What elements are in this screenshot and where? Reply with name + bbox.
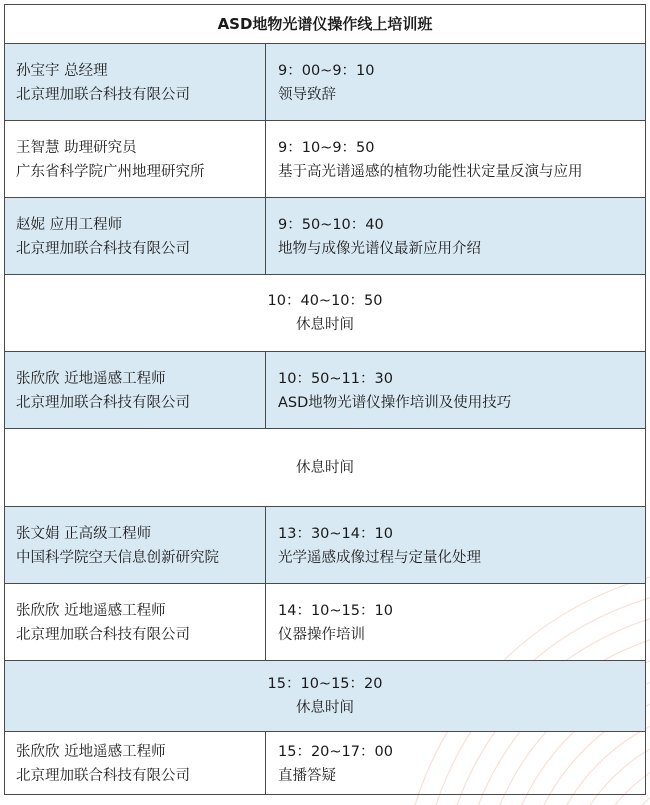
agenda-cell <box>266 44 646 121</box>
break-label: 休息时间 <box>296 459 354 476</box>
speaker-cell <box>5 507 266 584</box>
session-row <box>5 198 646 275</box>
session-topic: 光学遥感成像过程与定量化处理 <box>278 549 481 566</box>
speaker-cell <box>5 44 266 121</box>
break-cell <box>5 429 646 507</box>
agenda-cell <box>266 198 646 275</box>
speaker-name: 张欣欣 近地遥感工程师 <box>16 602 166 619</box>
break-row <box>5 429 646 507</box>
session-time: 14：10~15：10 <box>278 602 393 619</box>
break-cell <box>5 275 646 352</box>
session-time: 9：10~9：50 <box>278 139 375 156</box>
speaker-name: 张欣欣 近地遥感工程师 <box>16 370 166 387</box>
speaker-name: 孙宝宇 总经理 <box>16 62 108 79</box>
speaker-org: 北京理加联合科技有限公司 <box>16 240 190 257</box>
session-time: 13：30~14：10 <box>278 525 393 542</box>
session-topic: 仪器操作培训 <box>278 626 365 643</box>
speaker-cell <box>5 584 266 661</box>
speaker-org: 中国科学院空天信息创新研究院 <box>16 549 219 566</box>
session-time: 15：20~17：00 <box>278 743 393 760</box>
agenda-cell <box>266 352 646 429</box>
speaker-org: 北京理加联合科技有限公司 <box>16 394 190 411</box>
speaker-name: 赵妮 应用工程师 <box>16 216 123 233</box>
speaker-org: 北京理加联合科技有限公司 <box>16 626 190 643</box>
break-label: 休息时间 <box>296 317 354 333</box>
break-row <box>5 275 646 352</box>
speaker-cell <box>5 198 266 275</box>
break-row <box>5 661 646 732</box>
training-schedule-table <box>4 4 646 795</box>
session-topic: 基于高光谱遥感的植物功能性状定量反演与应用 <box>278 163 583 180</box>
session-topic: 直播答疑 <box>278 767 336 784</box>
speaker-cell <box>5 121 266 198</box>
speaker-cell <box>5 352 266 429</box>
agenda-cell <box>266 732 646 795</box>
schedule-title: ASD地物光谱仪操作线上培训班 <box>5 5 646 44</box>
agenda-cell <box>266 507 646 584</box>
agenda-cell <box>266 121 646 198</box>
session-row <box>5 584 646 661</box>
speaker-org: 北京理加联合科技有限公司 <box>16 86 190 103</box>
session-topic: ASD地物光谱仪操作培训及使用技巧 <box>278 394 512 411</box>
speaker-org: 广东省科学院广州地理研究所 <box>16 163 205 180</box>
speaker-name: 张文娟 正高级工程师 <box>16 525 152 542</box>
speaker-name: 王智慧 助理研究员 <box>16 139 137 156</box>
session-topic: 领导致辞 <box>278 86 336 103</box>
session-topic: 地物与成像光谱仪最新应用介绍 <box>278 240 481 257</box>
session-time: 9：50~10：40 <box>278 216 384 233</box>
session-row <box>5 121 646 198</box>
break-cell <box>5 661 646 732</box>
session-row <box>5 732 646 795</box>
session-row <box>5 507 646 584</box>
speaker-cell <box>5 732 266 795</box>
session-row <box>5 352 646 429</box>
title-row <box>5 5 646 44</box>
speaker-org: 北京理加联合科技有限公司 <box>16 767 190 784</box>
session-time: 10：50~11：30 <box>278 370 393 387</box>
break-time: 10：40~10：50 <box>267 293 383 309</box>
agenda-cell <box>266 584 646 661</box>
break-label: 休息时间 <box>296 700 354 716</box>
break-time: 15：10~15：20 <box>267 676 383 692</box>
session-row <box>5 44 646 121</box>
speaker-name: 张欣欣 近地遥感工程师 <box>16 743 166 760</box>
session-time: 9：00~9：10 <box>278 62 375 79</box>
